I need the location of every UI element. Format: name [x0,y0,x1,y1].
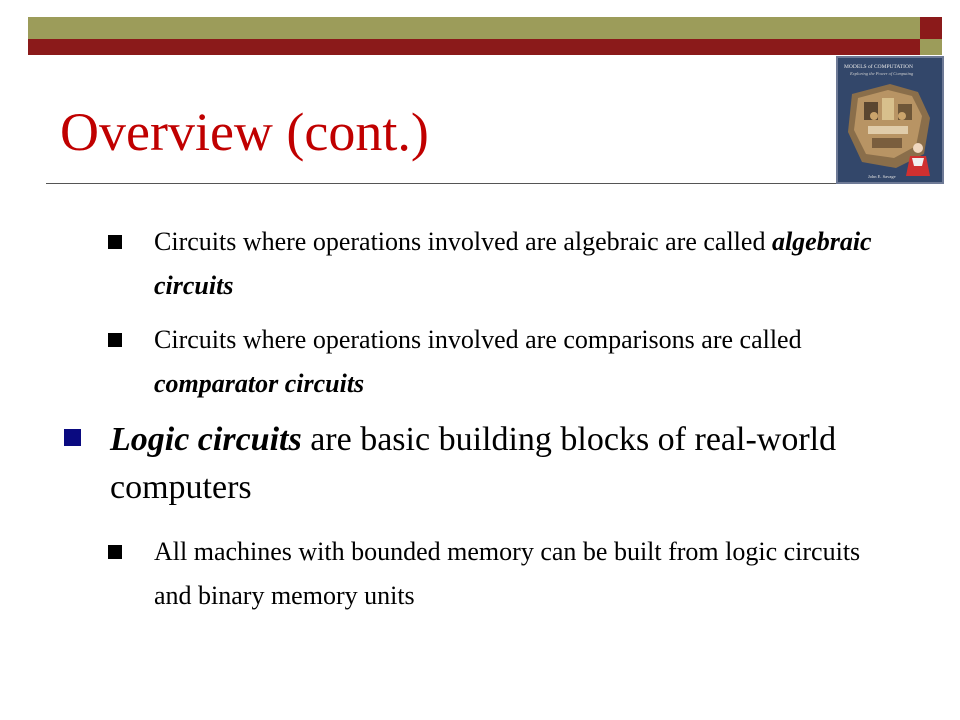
book-cover-author: John E. Savage [868,174,896,179]
bullet-text-after: are basic building blocks of real-world computers [110,421,837,506]
bullet-emphasis: comparator circuits [154,369,365,398]
square-bullet-icon [64,429,81,446]
bullet-item [110,416,870,512]
bullet-text: Circuits where operations involved are algebraic are called [154,227,772,256]
square-bullet-icon [108,545,122,559]
bullet-emphasis: algebraic circuits [154,227,872,300]
book-cover-subtitle: Exploring the Power of Computing [850,71,914,76]
bullet-item [154,318,894,406]
square-bullet-icon [108,333,122,347]
book-cover-title: MODELS of COMPUTATION [844,64,913,70]
bullet-text: All machines with bounded memory can be built from logic circuits and binary memory units [154,537,861,610]
square-bullet-icon [108,235,122,249]
slide-title: Overview (cont.) [60,102,429,162]
bullet-item [154,530,894,618]
bullet-item [154,220,894,308]
bullet-text: Circuits where operations involved are comparisons are called [154,325,802,354]
bullet-emphasis: Logic circuits [110,421,302,458]
